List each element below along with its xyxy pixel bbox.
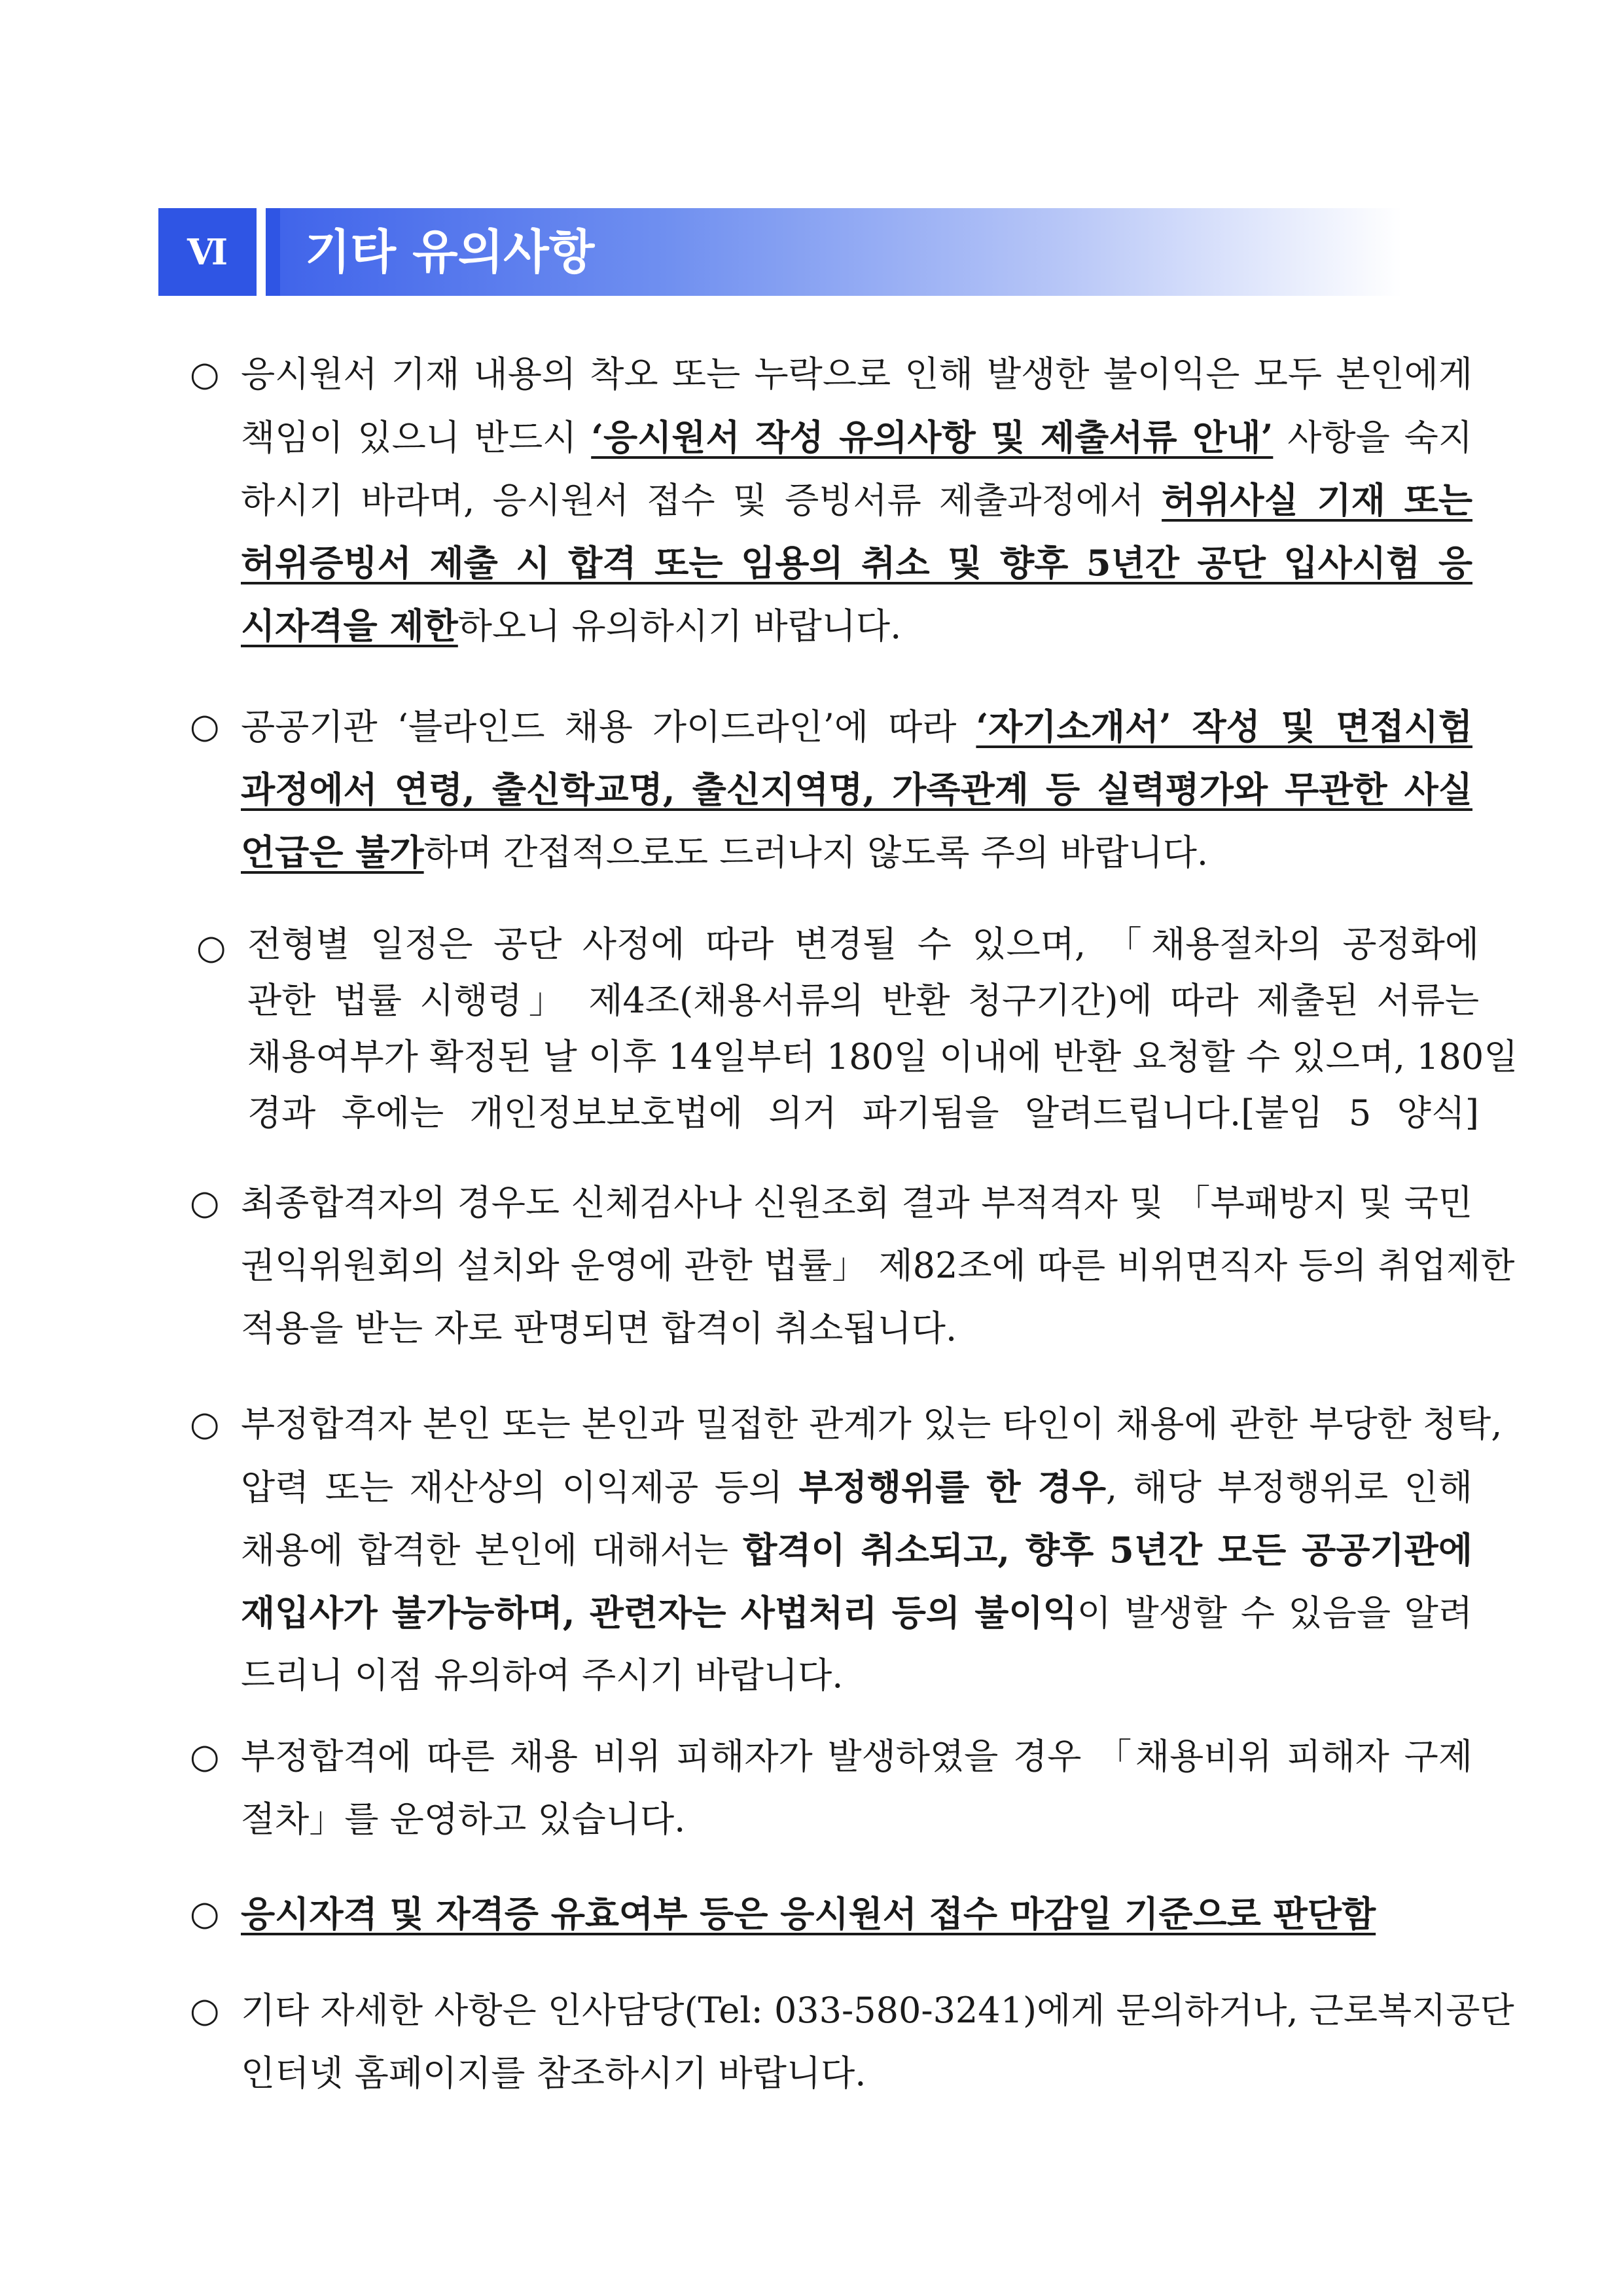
text-line: 재입사가 불가능하며, 관련자는 사법처리 등의 불이익이 발생할 수 있음을 알려 — [241, 1592, 1472, 1634]
text-line: 채용에 합격한 본인에 대해서는 합격이 취소되고, 향후 5년간 모든 공공기관에 — [241, 1529, 1472, 1571]
text-line: 부정합격자 본인 또는 본인과 밀접한 관계가 있는 타인이 채용에 관한 부당한 청탁, — [241, 1403, 1503, 1444]
emphasis-text: 시자격을 제한 — [241, 605, 458, 647]
bullet-icon: ○ — [190, 1183, 220, 1223]
emphasis-text: ‘응시원서 작성 유의사항 및 제출서류 안내’ — [591, 416, 1274, 458]
emphasis-text: 응시자격 및 자격증 유효여부 등은 응시원서 접수 마감일 기준으로 판단함 — [241, 1893, 1376, 1935]
text-line: 전형별 일정은 공단 사정에 따라 변경될 수 있으며, 「채용절차의 공정화에 — [247, 924, 1479, 965]
text-line — [241, 758, 1472, 821]
text-line: 최종합격자의 경우도 신체검사나 신원조회 결과 부적격자 및 「부패방지 및 국민 — [241, 1182, 1472, 1223]
text-line — [241, 1882, 1376, 1945]
bullet-icon: ○ — [190, 1405, 220, 1444]
text-line: 압력 또는 재산상의 이익제공 등의 부정행위를 한 경우, 해당 부정행위로 인해 — [241, 1466, 1472, 1508]
bullet-icon: ○ — [190, 1894, 220, 1933]
bullet-icon: ○ — [190, 355, 220, 394]
text-line: 공공기관 ‘블라인드 채용 가이드라인’에 따라 ‘자기소개서’ 작성 및 면접시험 — [241, 706, 1472, 747]
emphasis-text: 허위사실 기재 또는 — [1162, 479, 1472, 521]
emphasis-text: 부정행위를 한 경우 — [798, 1466, 1107, 1508]
text-line: 시자격을 제한하오니 유의하시기 바랍니다. — [241, 605, 902, 647]
text-line — [241, 531, 1472, 594]
text-line: 책임이 있으니 반드시 ‘응시원서 작성 유의사항 및 제출서류 안내’ 사항을 숙지 — [241, 416, 1472, 458]
section-number: Ⅵ — [158, 208, 257, 296]
text-line: 기타 자세한 사항은 인사담당(Tel: 033-580-3241)에게 문의하거나, 근로복지공단 — [241, 1990, 1514, 2031]
text-line: 권익위원회의 설치와 운영에 관한 법률」 제82조에 따른 비위면직자 등의 취업제한 — [241, 1245, 1515, 1286]
text-line: 응시원서 기재 내용의 착오 또는 누락으로 인해 발생한 불이익은 모두 본인에게 — [241, 353, 1472, 395]
title-accent-bar — [266, 208, 280, 296]
text-line: 인터넷 홈페이지를 참조하시기 바랍니다. — [241, 2053, 866, 2094]
bullet-icon: ○ — [190, 1991, 220, 2030]
text-line: 하시기 바라며, 응시원서 접수 및 증빙서류 제출과정에서 허위사실 기재 또는 — [241, 479, 1472, 521]
emphasis-text: 합격이 취소되고, 향후 5년간 모든 공공기관에 — [743, 1529, 1472, 1571]
emphasis-text: 언급은 불가 — [241, 831, 424, 873]
text-line: 부정합격에 따른 채용 비위 피해자가 발생하였을 경우 「채용비위 피해자 구제 — [241, 1736, 1472, 1777]
bullet-icon: ○ — [190, 1737, 220, 1776]
emphasis-text: ‘자기소개서’ 작성 및 면접시험 — [976, 706, 1472, 747]
text-line: 채용여부가 확정된 날 이후 14일부터 180일 이내에 반환 요청할 수 있으며, 180일 — [247, 1036, 1518, 1077]
emphasis-text: 과정에서 연령, 출신학교명, 출신지역명, 가족관계 등 실력평가와 무관한 사실 — [241, 768, 1472, 810]
text-line: 절차」를 운영하고 있습니다. — [241, 1799, 686, 1840]
text-line: 경과 후에는 개인정보보호법에 의거 파기됨을 알려드립니다.[붙임 5 양식] — [247, 1092, 1479, 1134]
section-title-band — [266, 208, 1402, 296]
text-line: 언급은 불가하며 간접적으로도 드러나지 않도록 주의 바랍니다. — [241, 831, 1209, 873]
text-line: 드리니 이점 유의하여 주시기 바랍니다. — [241, 1655, 844, 1696]
bullet-icon: ○ — [190, 707, 220, 746]
section-title: 기타 유의사항 — [305, 224, 595, 279]
section-header — [158, 208, 1402, 296]
text-line: 적용을 받는 자로 판명되면 합격이 취소됩니다. — [241, 1308, 957, 1349]
emphasis-text: 허위증빙서 제출 시 합격 또는 임용의 취소 및 향후 5년간 공단 입사시험 응 — [241, 542, 1472, 584]
bullet-icon: ○ — [196, 928, 226, 967]
text-line: 관한 법률 시행령」 제4조(채용서류의 반환 청구기간)에 따라 제출된 서류는 — [247, 980, 1479, 1021]
emphasis-text: 재입사가 불가능하며, 관련자는 사법처리 등의 불이익 — [241, 1592, 1077, 1634]
